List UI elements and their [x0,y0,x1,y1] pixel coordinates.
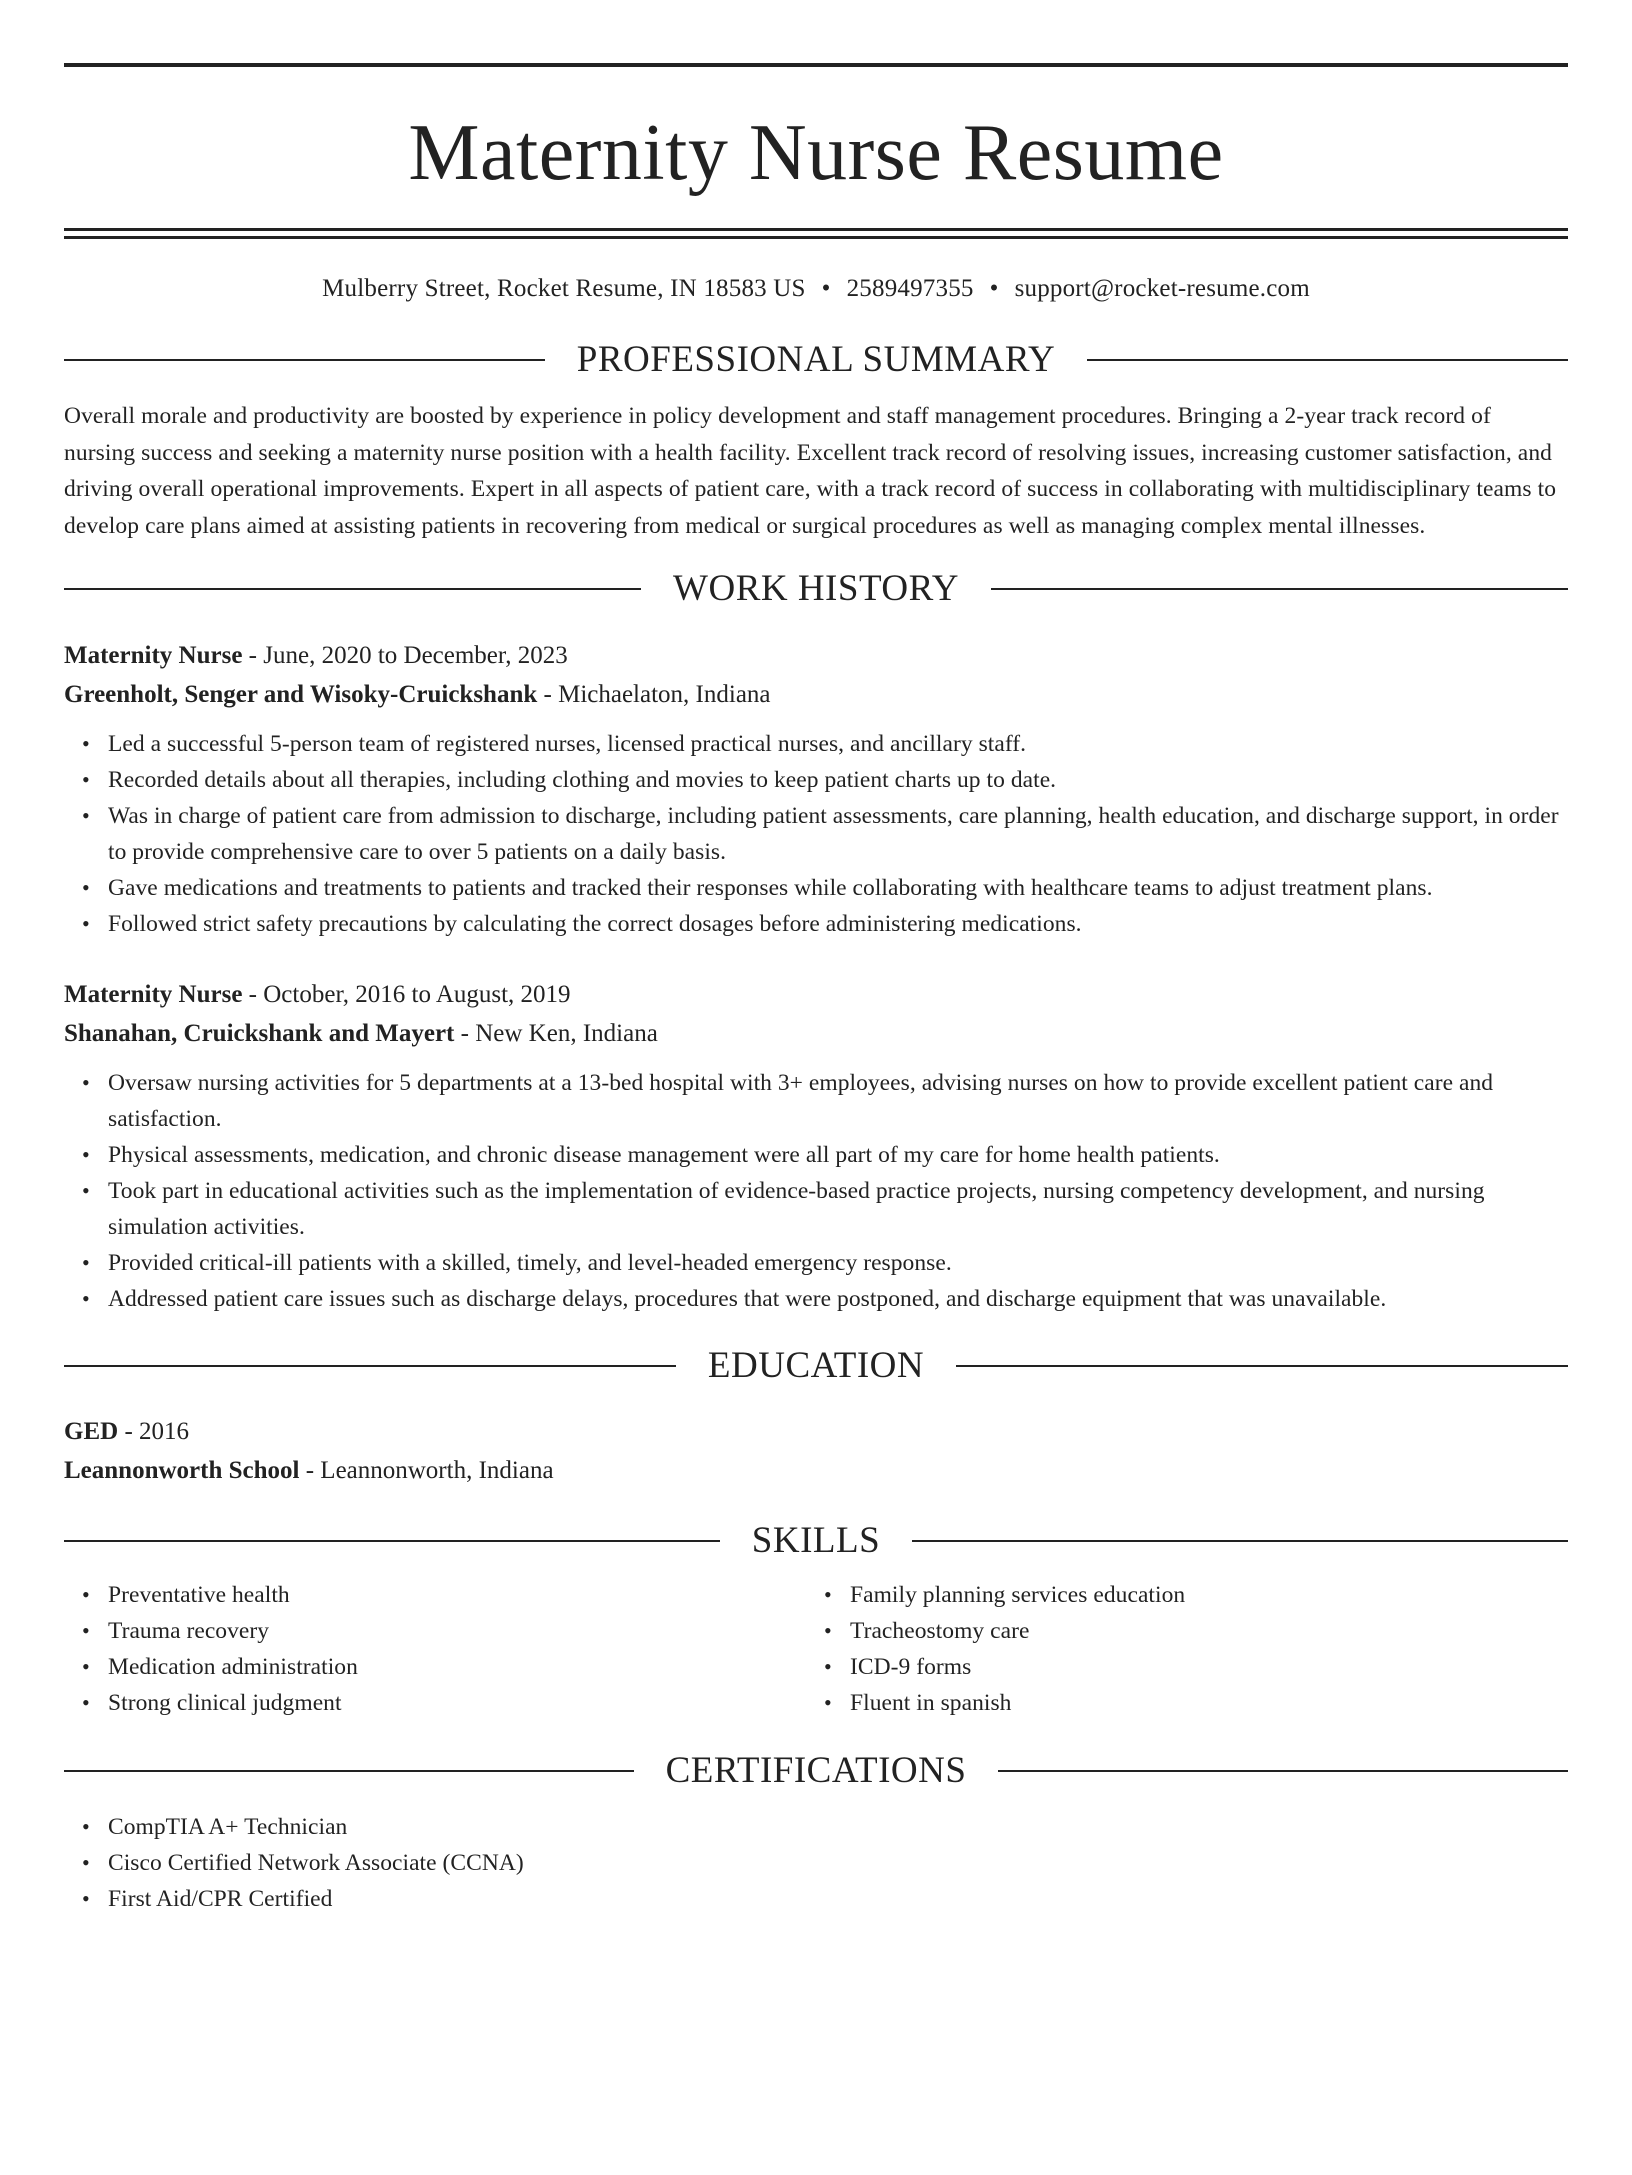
job-bullet: • Followed strict safety precautions by calculating the correct dosages before administering medications. [108,906,1568,942]
contact-phone: 2589497355 [846,275,974,302]
education-school: Leannonworth School [64,1457,300,1484]
job-entry [64,975,1568,1317]
job-location: - Michaelaton, Indiana [537,681,771,708]
skills-column-left [64,1577,806,1721]
skill-item: • Family planning services education [850,1577,1548,1613]
education-heading-label: EDUCATION [707,1345,925,1386]
summary-heading-label: PROFESSIONAL SUMMARY [576,339,1056,380]
contact-separator: • [821,275,831,302]
job-company-line [64,1014,1568,1053]
job-bullet: • Physical assessments, medication, and chronic disease management were all part of my care for home health patients. [108,1137,1568,1173]
job-title: Maternity Nurse [64,981,243,1008]
heading-rule-right [991,588,1568,590]
job-bullets [64,1065,1568,1317]
job-company-line [64,675,1568,714]
certification-item: • Cisco Certified Network Associate (CCNA) [108,1845,1568,1881]
heading-rule-left [64,588,641,590]
heading-rule-left [64,1770,634,1772]
job-title: Maternity Nurse [64,642,243,669]
certifications-heading [64,1749,1568,1793]
summary-text: Overall morale and productivity are boosted by experience in policy development and staff management procedures. Bringing a 2-year track record of nursing success and seeking a maternity nurse position with a health facility. Excellent track record of resolving issues, increasing customer satisfaction, and driving overall operational improvements. Expert in all aspects of patient care, with a track record of success in collaborating with multidisciplinary teams to develop care plans aimed at assisting patients in recovering from medical or surgical procedures as well as managing complex mental illnesses. [64,403,1557,539]
certifications-heading-label: CERTIFICATIONS [665,1750,967,1791]
education-year: - 2016 [118,1418,190,1445]
skill-item: • ICD-9 forms [850,1649,1548,1685]
education-location: - Leannonworth, Indiana [299,1457,554,1484]
contact-line [64,273,1568,305]
education-degree: GED [64,1418,119,1445]
skills-heading [64,1519,1568,1563]
job-bullet: • Took part in educational activities such as the implementation of evidence-based practice projects, nursing competency development, and nursing simulation activities. [108,1173,1568,1245]
skill-item: • Medication administration [108,1649,806,1685]
heading-rule-right [912,1540,1568,1542]
job-company: Shanahan, Cruickshank and Mayert [64,1020,455,1047]
resume-page [0,63,1632,2175]
heading-rule-left [64,359,545,361]
education-degree-line [64,1412,1568,1451]
job-bullet: • Gave medications and treatments to patients and tracked their responses while collaborating with healthcare teams to adjust treatment plans. [108,870,1568,906]
job-dates: - October, 2016 to August, 2019 [242,981,571,1008]
education-entry [64,1412,1568,1490]
skills-column-right [806,1577,1548,1721]
skills-heading-label: SKILLS [751,1520,881,1561]
heading-rule-right [998,1770,1568,1772]
certification-item: • CompTIA A+ Technician [108,1809,1568,1845]
job-title-line [64,975,1568,1014]
job-bullet: • Oversaw nursing activities for 5 departments at a 13-bed hospital with 3+ employees, advising nurses on how to provide excellent patient care and satisfaction. [108,1065,1568,1137]
work-history-heading-label: WORK HISTORY [673,568,959,609]
skill-item: • Strong clinical judgment [108,1685,806,1721]
skill-item: • Tracheostomy care [850,1613,1548,1649]
job-company: Greenholt, Senger and Wisoky-Cruickshank [64,681,538,708]
skill-item: • Trauma recovery [108,1613,806,1649]
contact-email: support@rocket-resume.com [1014,275,1310,302]
work-history-heading [64,567,1568,611]
certification-item: • First Aid/CPR Certified [108,1881,1568,1917]
job-bullet: • Addressed patient care issues such as discharge delays, procedures that were postponed, and discharge equipment that was unavailable. [108,1281,1568,1317]
contact-separator: • [989,275,999,302]
heading-rule-left [64,1540,720,1542]
skill-item: • Fluent in spanish [850,1685,1548,1721]
heading-rule-right [956,1365,1568,1367]
education-school-line [64,1451,1568,1490]
skill-item: • Preventative health [108,1577,806,1613]
job-title-line [64,636,1568,675]
skills-grid [64,1577,1568,1721]
job-location: - New Ken, Indiana [454,1020,658,1047]
education-heading [64,1344,1568,1388]
job-bullet: • Was in charge of patient care from admission to discharge, including patient assessments, care planning, health education, and discharge support, in order to provide comprehensive care to over 5 patients on a daily basis. [108,798,1568,870]
heading-rule-right [1087,359,1568,361]
job-bullets [64,726,1568,942]
job-bullet: • Led a successful 5-person team of registered nurses, licensed practical nurses, and ancillary staff. [108,726,1568,762]
summary-heading [64,338,1568,382]
heading-rule-left [64,1365,676,1367]
title-double-rule [64,228,1568,239]
job-entry [64,636,1568,942]
resume-title: Maternity Nurse Resume [408,109,1224,197]
job-bullet: • Provided critical-ill patients with a skilled, timely, and level-headed emergency response. [108,1245,1568,1281]
job-bullet: • Recorded details about all therapies, including clothing and movies to keep patient charts up to date. [108,762,1568,798]
certifications-list [64,1809,1568,1917]
job-dates: - June, 2020 to December, 2023 [242,642,568,669]
contact-address: Mulberry Street, Rocket Resume, IN 18583 US [322,275,806,302]
